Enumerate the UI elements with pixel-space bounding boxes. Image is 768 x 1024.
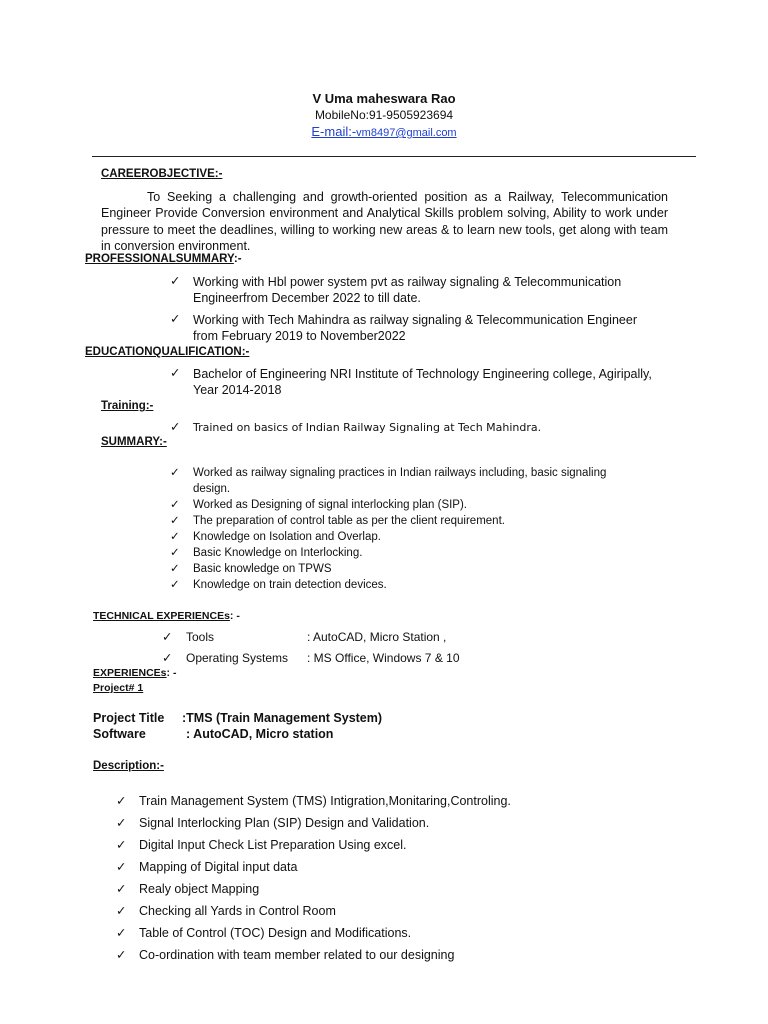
list-item <box>193 514 505 530</box>
list-item <box>193 530 381 546</box>
list-item-line: Knowledge on Isolation and Overlap. <box>193 531 381 543</box>
check-mark-icon: ✓ <box>116 926 127 940</box>
tools-value: : AutoCAD, Micro Station , <box>307 630 447 644</box>
list-item: Signal Interlocking Plan (SIP) Design and Validation. <box>139 816 430 830</box>
check-mark-icon: ✓ <box>170 563 180 575</box>
project-title-value: :TMS (Train Management System) <box>182 711 383 725</box>
list-item-line: Basic knowledge on TPWS <box>193 563 332 575</box>
check-mark-icon: ✓ <box>170 515 180 527</box>
list-item <box>193 366 652 398</box>
software-label: Software <box>93 727 146 741</box>
list-item <box>193 578 387 594</box>
list-item: Co-ordination with team member related to our designing <box>139 948 455 962</box>
list-item: Train Management System (TMS) Intigration,Monitaring,Controling. <box>139 794 511 808</box>
check-mark-icon: ✓ <box>170 366 181 380</box>
check-mark-icon: ✓ <box>170 420 181 434</box>
list-item <box>193 274 621 306</box>
check-mark-icon: ✓ <box>116 816 127 830</box>
list-item-line: Engineerfrom December 2022 to till date. <box>193 291 421 306</box>
list-item: Digital Input Check List Preparation Using excel. <box>139 838 407 852</box>
career-objective-heading: CAREEROBJECTIVE:- <box>101 168 223 180</box>
professional-summary-suffix: :- <box>233 253 242 265</box>
list-item: Table of Control (TOC) Design and Modifications. <box>139 926 412 940</box>
mobile-number: MobileNo:91-9505923694 <box>314 108 454 122</box>
technical-heading <box>93 610 240 622</box>
check-mark-icon: ✓ <box>170 579 180 591</box>
list-item-line: Working with Hbl power system pvt as railway signaling & Telecommunication <box>193 275 622 289</box>
check-mark-icon: ✓ <box>162 630 173 644</box>
check-mark-icon: ✓ <box>116 794 127 808</box>
summary-heading: SUMMARY:- <box>101 436 167 448</box>
list-item-line: The preparation of control table as per the client requirement. <box>193 515 505 527</box>
list-item <box>193 546 362 562</box>
experiences-heading-title: EXPERIENCEs <box>93 667 167 679</box>
tools-label: Tools <box>186 630 215 644</box>
check-mark-icon: ✓ <box>170 467 180 479</box>
list-item: Checking all Yards in Control Room <box>139 904 336 918</box>
check-mark-icon: ✓ <box>170 499 180 511</box>
check-mark-icon: ✓ <box>170 531 180 543</box>
list-item <box>193 498 467 514</box>
list-item-line: Knowledge on train detection devices. <box>193 579 387 591</box>
professional-summary-heading <box>85 253 242 265</box>
check-mark-icon: ✓ <box>170 547 180 559</box>
technical-heading-suffix: : - <box>229 610 240 622</box>
list-item-line: Worked as Designing of signal interlocking plan (SIP). <box>193 499 468 511</box>
list-item <box>193 312 637 344</box>
check-mark-icon: ✓ <box>116 948 127 962</box>
career-objective-text: To Seeking a challenging and growth-oriented position as a Railway, Telecommunication Engineer Provide Conversion environment and Analytical Skills problem solving, Ability to work under pressure to meet the deadlines, willing to working new areas & to learn new tools, get along with team in conversion environment. <box>101 190 668 253</box>
software-value: : AutoCAD, Micro station <box>186 727 334 741</box>
training-heading: Training:- <box>101 400 154 412</box>
list-item-line: Year 2014-2018 <box>193 383 282 398</box>
list-item: Realy object Mapping <box>139 882 260 896</box>
education-heading: EDUCATIONQUALIFICATION:- <box>85 346 250 358</box>
list-item-line: Bachelor of Engineering NRI Institute of Technology Engineering college, Agiripally, <box>193 367 652 381</box>
check-mark-icon: ✓ <box>116 904 127 918</box>
experiences-heading <box>93 667 176 679</box>
list-item-line: design. <box>193 482 231 495</box>
list-item-line: Basic Knowledge on Interlocking. <box>193 547 363 559</box>
check-mark-icon: ✓ <box>116 882 127 896</box>
list-item: Trained on basics of Indian Railway Signaling at Tech Mahindra. <box>193 421 542 434</box>
candidate-name: V Uma maheswara Rao <box>312 91 456 106</box>
check-mark-icon: ✓ <box>162 651 173 665</box>
professional-summary-title: PROFESSIONALSUMMARY <box>85 253 234 265</box>
header-divider <box>92 156 696 157</box>
email-label: E-mail:- <box>311 124 357 139</box>
list-item <box>193 466 606 497</box>
check-mark-icon: ✓ <box>116 838 127 852</box>
list-item-line: Working with Tech Mahindra as railway signaling & Telecommunication Engineer <box>193 313 637 327</box>
os-label: Operating Systems <box>186 651 289 665</box>
list-item <box>193 562 332 578</box>
email-link[interactable]: vm8497@gmail.com <box>356 127 457 139</box>
check-mark-icon: ✓ <box>116 860 127 874</box>
technical-heading-title: TECHNICAL EXPERIENCEs <box>93 610 230 622</box>
experiences-heading-suffix: : - <box>166 667 177 679</box>
list-item: Mapping of Digital input data <box>139 860 298 874</box>
check-mark-icon: ✓ <box>170 312 181 326</box>
list-item-line: Worked as railway signaling practices in Indian railways including, basic signaling <box>193 467 607 479</box>
email-line <box>0 124 768 139</box>
project-heading: Project# 1 <box>93 682 144 694</box>
check-mark-icon: ✓ <box>170 274 181 288</box>
project-title-label: Project Title <box>93 711 165 725</box>
list-item-line: from February 2019 to November2022 <box>193 329 406 344</box>
description-heading: Description:- <box>93 760 164 772</box>
os-value: : MS Office, Windows 7 & 10 <box>307 651 460 665</box>
